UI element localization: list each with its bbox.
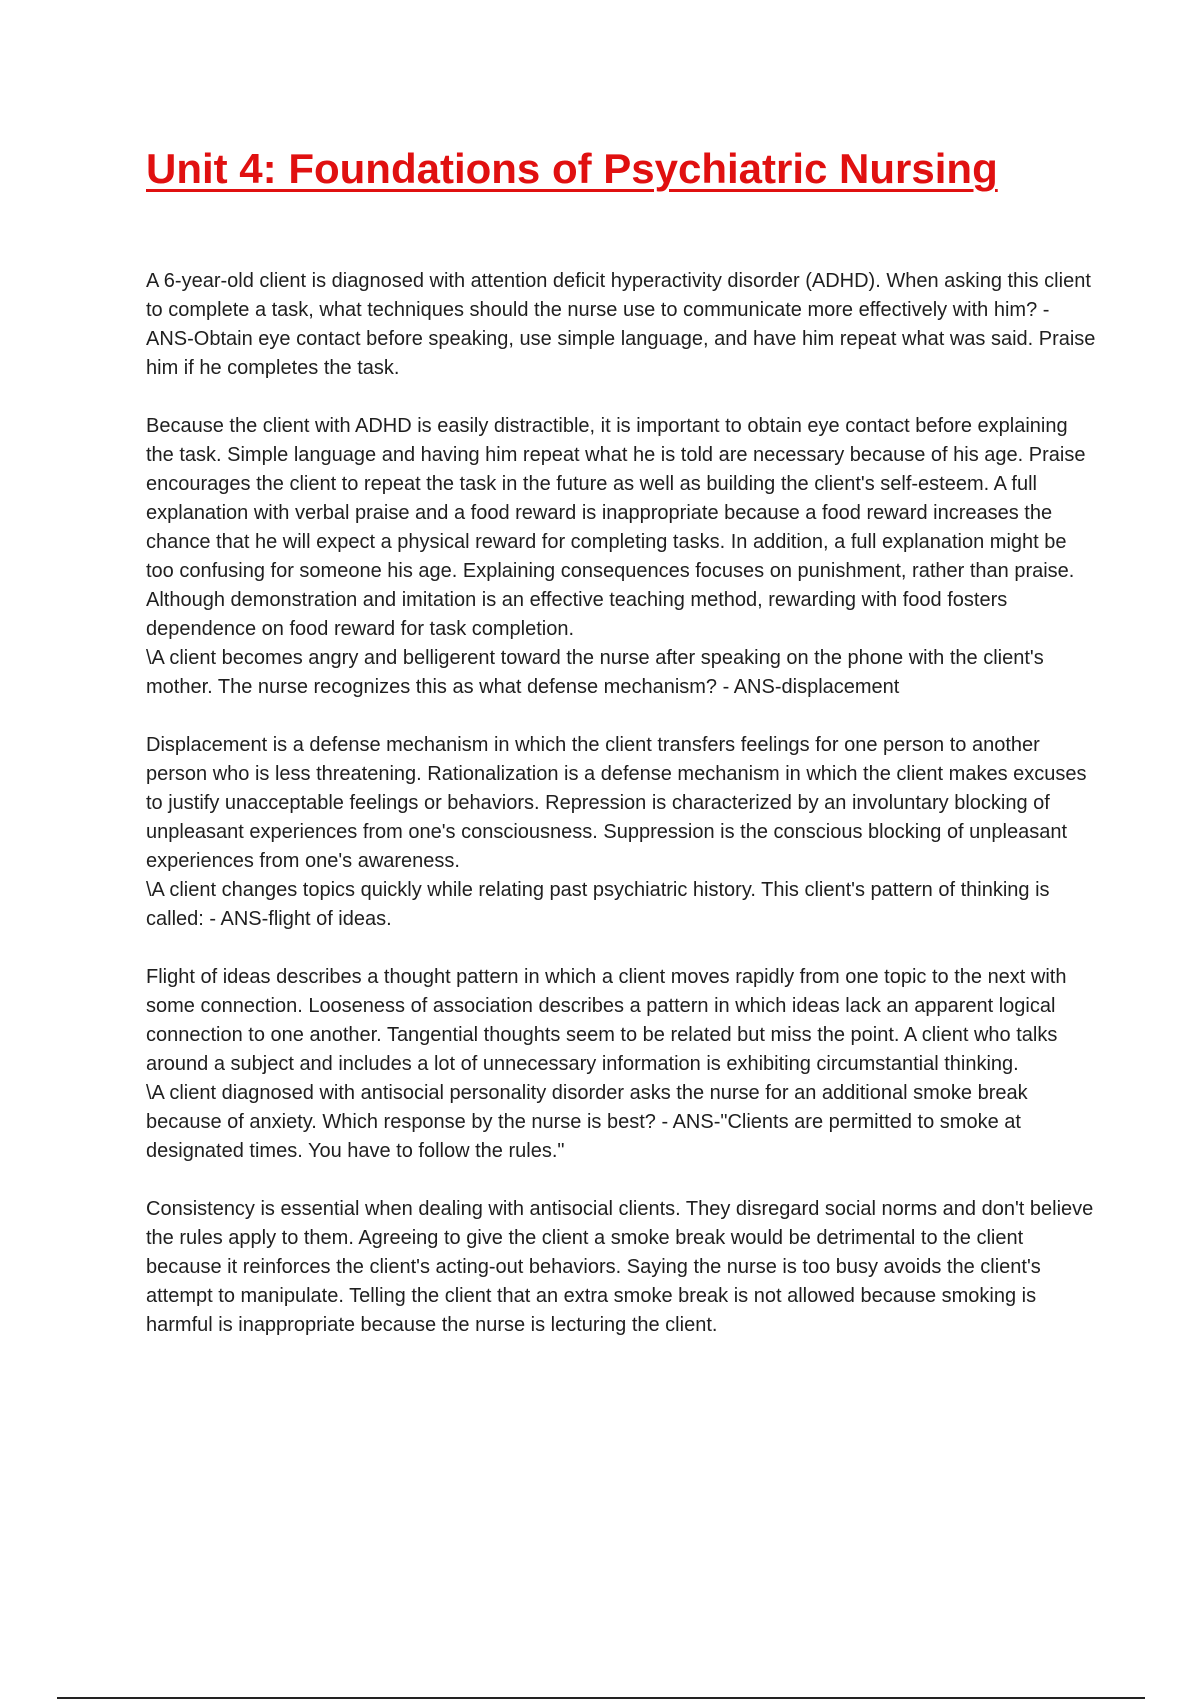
question-antisocial-smoke-break: \A client diagnosed with antisocial personality disorder asks the nurse for an additional smoke break because of anxiety. Which response by the nurse is best? - ANS-"Clients are permitted to smoke at designated times. You have to follow the rules."	[146, 1082, 1028, 1162]
document-body	[146, 267, 1096, 1340]
question-adhd-communication: A 6-year-old client is diagnosed with attention deficit hyperactivity disorder (ADHD). When asking this client to complete a task, what techniques should the nurse use to communicate more effectively with him? - ANS-Obtain eye contact before speaking, use simple language, and have him repeat what was said. Praise him if he completes the task.	[146, 270, 1096, 379]
question-thinking-pattern: \A client changes topics quickly while relating past psychiatric history. This client's pattern of thinking is called: - ANS-flight of ideas.	[146, 879, 1050, 930]
rationale-defense-mechanism: Displacement is a defense mechanism in which the client transfers feelings for one person to another person who is less threatening. Rationalization is a defense mechanism in which the client makes excuses to justify unacceptable feelings or behaviors. Repression is characterized by an involuntary blocking of unpleasant experiences from one's consciousness. Suppression is the conscious blocking of unpleasant experiences from one's awareness.	[146, 734, 1087, 872]
rationale-antisocial-smoke-break: Consistency is essential when dealing with antisocial clients. They disregard social norms and don't believe the rules apply to them. Agreeing to give the client a smoke break would be detrimental to the client because it reinforces the client's acting-out behaviors. Saying the nurse is too busy avoids the client's attempt to manipulate. Telling the client that an extra smoke break is not allowed because smoking is harmful is inappropriate because the nurse is lecturing the client.	[146, 1198, 1094, 1336]
page-title: Unit 4: Foundations of Psychiatric Nursing	[146, 145, 998, 192]
rationale-thinking-pattern: Flight of ideas describes a thought pattern in which a client moves rapidly from one topic to the next with some connection. Looseness of association describes a pattern in which ideas lack an apparent logical connection to one another. Tangential thoughts seem to be related but miss the point. A client who talks around a subject and includes a lot of unnecessary information is exhibiting circumstantial thinking.	[146, 966, 1067, 1075]
question-defense-mechanism: \A client becomes angry and belligerent toward the nurse after speaking on the phone with the client's mother. The nurse recognizes this as what defense mechanism? - ANS-displacement	[146, 647, 1044, 698]
footer-divider	[57, 1697, 1145, 1699]
rationale-adhd-communication: Because the client with ADHD is easily distractible, it is important to obtain eye contact before explaining the task. Simple language and having him repeat what he is told are necessary because of his age. Praise encourages the client to repeat the task in the future as well as building the client's self-esteem. A full explanation with verbal praise and a food reward is inappropriate because a food reward increases the chance that he will expect a physical reward for completing tasks. In addition, a full explanation might be too confusing for someone his age. Explaining consequences focuses on punishment, rather than praise. Although demonstration and imitation is an effective teaching method, rewarding with food fosters dependence on food reward for task completion.	[146, 415, 1086, 640]
